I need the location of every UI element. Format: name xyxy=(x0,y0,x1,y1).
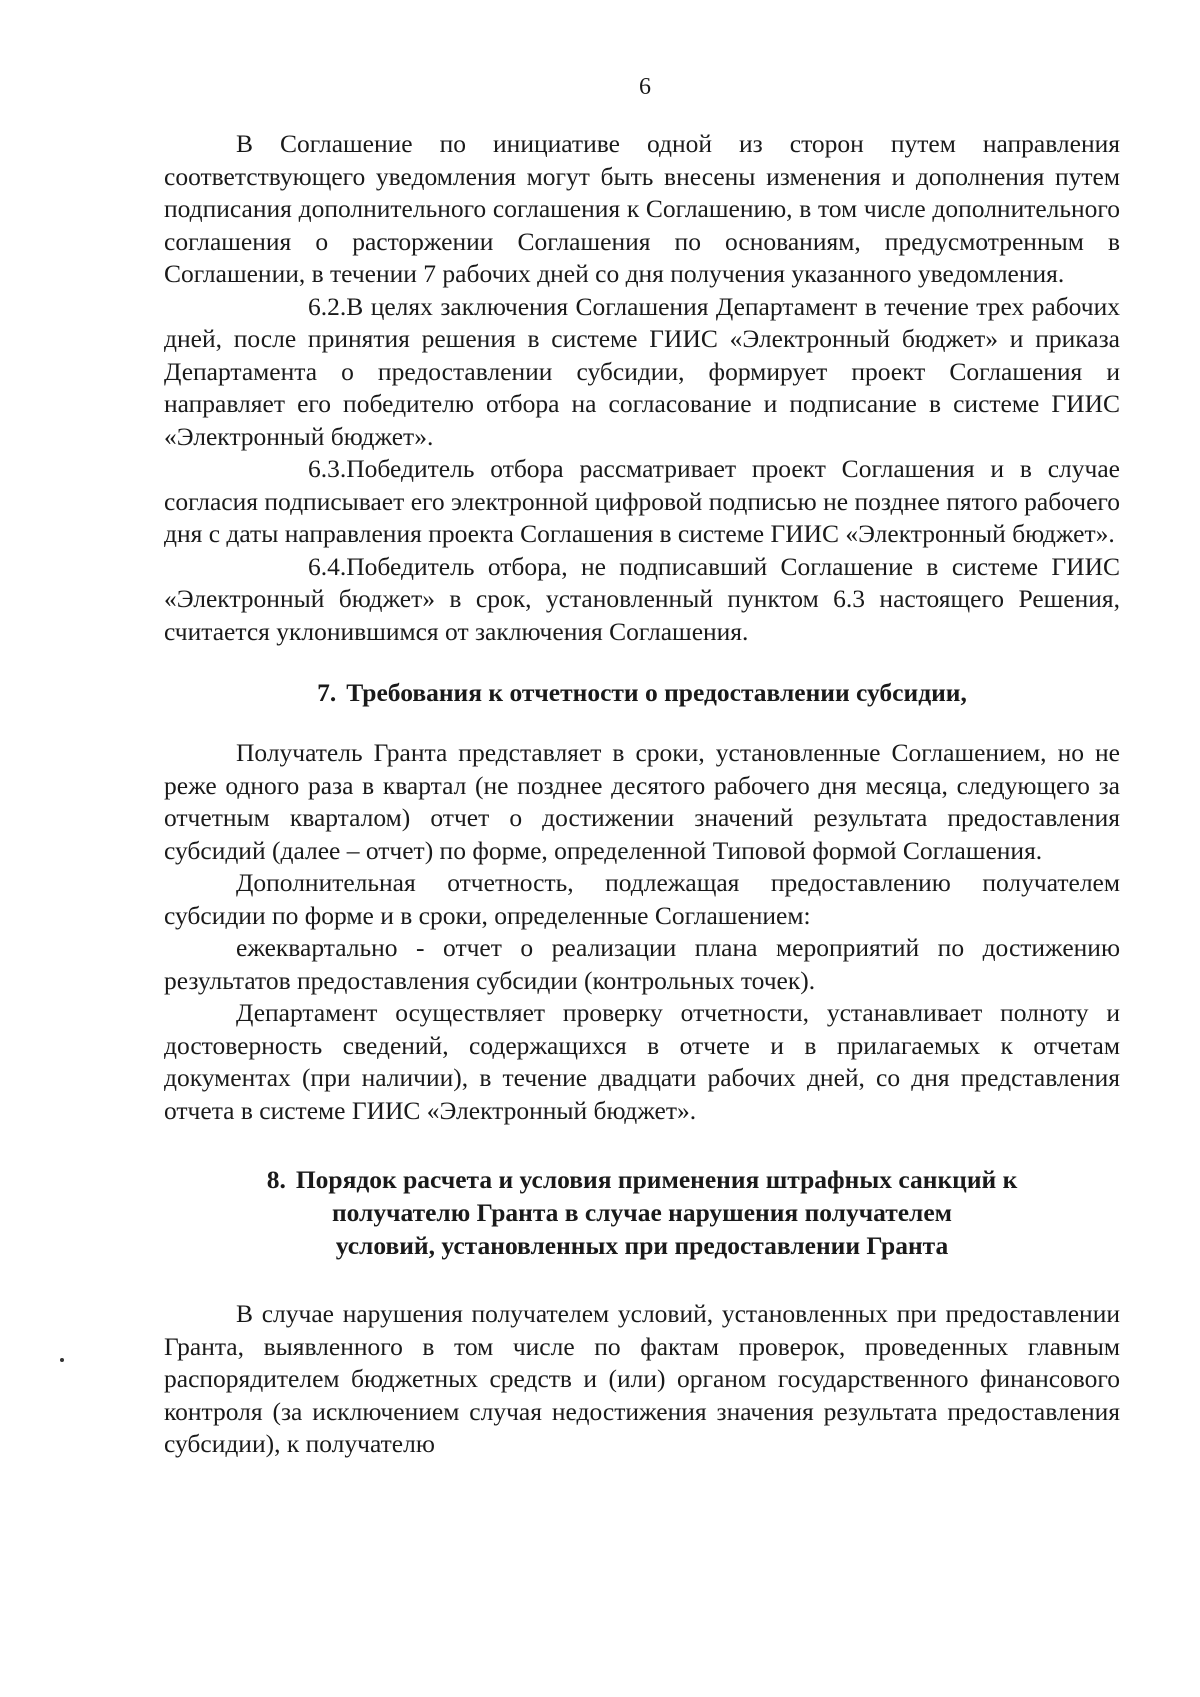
clause-6-2 xyxy=(164,291,1120,454)
clause-6-4 xyxy=(164,551,1120,649)
section-7-heading xyxy=(164,676,1120,709)
section-title-line: условий, установленных при предоставлении Гранта xyxy=(335,1231,949,1260)
clause-number: 6.4. xyxy=(308,551,347,581)
section-7-paragraph: Дополнительная отчетность, подлежащая предоставлению получателем субсидии по форме и в сроки, определенные Соглашением: xyxy=(164,868,1120,930)
section-8-paragraph: В случае нарушения получателем условий, установленных при предоставлении Гранта, выявленного в том числе по фактам проверок, проведенных главным распорядителем бюджетных средств и (или) органом государственного финансового контроля (за исключением случая недостижения значения результата предоставления субсидии), к получателю xyxy=(164,1299,1120,1458)
clause-number: 6.3. xyxy=(308,454,347,483)
section-7-paragraph: ежеквартально - отчет о реализации плана мероприятий по достижению результатов предоставления субсидии (контрольных точек). xyxy=(164,933,1120,995)
page-number: 6 xyxy=(639,74,651,100)
clause-text: Победитель отбора рассматривает проект Соглашения и в случае согласия подписывает его электронной цифровой подписью не позднее пятого рабочего дня с даты направления проекта Соглашения в системе ГИИС «Электронный бюджет». xyxy=(164,454,1120,548)
section-number: 8. xyxy=(266,1165,286,1194)
section-title-line: получателю Гранта в случае нарушения получателем xyxy=(331,1198,953,1227)
scan-artifact xyxy=(60,1358,64,1362)
clause-text: Победитель отбора, не подписавший Соглашение в системе ГИИС «Электронный бюджет» в срок, установленный пунктом 6.3 настоящего Решения, считается уклонившимся от заключения Соглашения. xyxy=(164,551,1120,646)
clause-number: 6.2. xyxy=(308,291,347,321)
section-title-line: Порядок расчета и условия применения штрафных санкций к xyxy=(295,1165,1018,1194)
section-number: 7. xyxy=(317,678,337,707)
intro-paragraph: В Соглашение по инициативе одной из сторон путем направления соответствующего уведомления могут быть внесены изменения и дополнения путем подписания дополнительного соглашения к Соглашению, в том числе дополнительного соглашения о расторжении Соглашения по основаниям, предусмотренным в Соглашении, в течении 7 рабочих дней со дня получения указанного уведомления. xyxy=(164,129,1120,288)
section-7-paragraph: Получатель Гранта представляет в сроки, установленные Соглашением, но не реже одного раза в квартал (не позднее десятого рабочего дня месяца, следующего за отчетным кварталом) отчет о достижении значений результата предоставления субсидий (далее – отчет) по форме, определенной Типовой формой Соглашения. xyxy=(164,738,1120,865)
section-title: Требования к отчетности о предоставлении субсидии, xyxy=(346,678,967,707)
clause-6-3 xyxy=(164,453,1120,551)
section-8-heading xyxy=(164,1163,1120,1262)
document-body xyxy=(164,128,1120,1461)
clause-text: В целях заключения Соглашения Департамент в течение трех рабочих дней, после принятия решения в системе ГИИС «Электронный бюджет» и приказа Департамента о предоставлении субсидии, формирует проект Соглашения и направляет его победителю отбора на согласование и подписание в системе ГИИС «Электронный бюджет». xyxy=(164,291,1120,451)
section-7-paragraph: Департамент осуществляет проверку отчетности, устанавливает полноту и достоверность сведений, содержащихся в отчете и в прилагаемых к отчетам документах (при наличии), в течение двадцати рабочих дней, со дня представления отчета в системе ГИИС «Электронный бюджет». xyxy=(164,998,1120,1125)
